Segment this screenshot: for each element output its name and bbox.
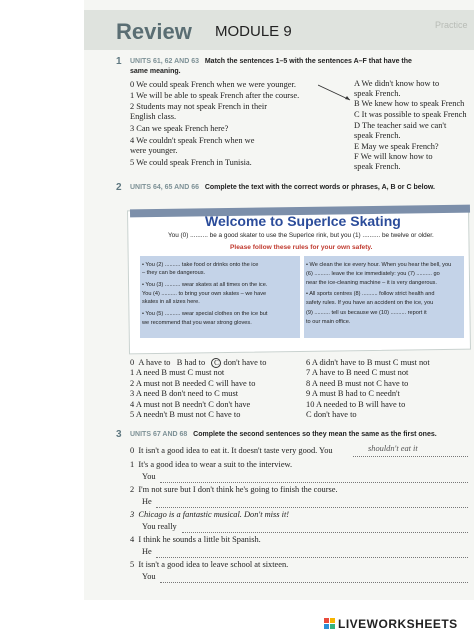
instruction-line-2: same meaning. bbox=[130, 68, 181, 75]
ex1-right-line: speak French. bbox=[354, 162, 401, 171]
exercise-units: UNITS 64, 65 AND 66 bbox=[130, 184, 199, 191]
left-margin bbox=[0, 0, 84, 600]
footer-brand[interactable]: LIVEWORKSHEETS bbox=[338, 617, 458, 631]
answer-input-line[interactable] bbox=[156, 506, 468, 508]
rule-line: skates in all sizes here. bbox=[142, 299, 200, 305]
sentence-first: 2 I'm not sure but I don't think he's going to finish the course. bbox=[130, 485, 338, 494]
option-row: 5 A needn't B must not C have to bbox=[130, 410, 241, 419]
ex1-right-line: speak French. bbox=[354, 89, 401, 98]
exercise-number: 3 bbox=[116, 429, 122, 440]
option-row: 6 A didn't have to B must C must not bbox=[306, 358, 430, 367]
ex1-right-line: A We didn't know how to bbox=[354, 79, 440, 88]
sentence-first: 0 It isn't a good idea to eat it. It doesn't taste very good. You bbox=[130, 446, 333, 455]
rule-line: • You (3) .......... wear skates at all times on the ice. bbox=[142, 282, 268, 288]
ghost-text: Practice bbox=[435, 20, 468, 30]
answer-input-line[interactable] bbox=[160, 581, 468, 583]
sign-safety-note: Please follow these rules for your own safety. bbox=[230, 244, 373, 251]
sentence-second: You really bbox=[142, 522, 177, 531]
exercise-units: UNITS 61, 62 AND 63 bbox=[130, 58, 199, 65]
ex1-left-line: 3 Can we speak French here? bbox=[130, 124, 229, 133]
rule-line: • You (2) .......... take food or drinks onto the ice bbox=[142, 262, 259, 268]
rule-line: You (4) .......... to bring your own skates – we have bbox=[142, 291, 267, 297]
exercise-3-instruction bbox=[130, 430, 437, 440]
rule-line: safety rules. If you have an accident on the ice, you bbox=[306, 300, 434, 306]
ex1-left-line: 2 Students may not speak French in their bbox=[130, 102, 268, 111]
instruction-line: Complete the second sentences so they mean the same as the first ones. bbox=[193, 431, 437, 438]
sign-title: Welcome to SuperIce Skating bbox=[205, 213, 401, 229]
exercise-units: UNITS 67 AND 68 bbox=[130, 431, 188, 438]
exercise-number: 1 bbox=[116, 56, 122, 67]
answer-input-line[interactable] bbox=[160, 481, 468, 483]
page-title: Review bbox=[116, 19, 192, 44]
option-row: 8 A need B must not C have to bbox=[306, 379, 409, 388]
option-row: 0 A have to B had to C don't have to bbox=[130, 358, 267, 367]
answer-input-line[interactable] bbox=[182, 531, 468, 533]
rule-line: we recommend that you wear strong gloves. bbox=[142, 320, 252, 326]
sign-subtitle: You (0) .......... be a good skater to use the SuperIce rink, but you (1) .......... be twelve or older. bbox=[168, 232, 434, 239]
sentence-second: You bbox=[142, 472, 156, 481]
option-row: 2 A must not B needed C will have to bbox=[130, 379, 256, 388]
sentence-first: 3 Chicago is a fantastic musical. Don't miss it! bbox=[130, 510, 290, 519]
rule-line: • We clean the ice every hour. When you hear the bell, you bbox=[306, 262, 452, 268]
ex1-right-line: B We knew how to speak French bbox=[354, 99, 465, 108]
ex1-left-line: 5 We could speak French in Tunisia. bbox=[130, 158, 252, 167]
answer-input-line[interactable] bbox=[156, 556, 468, 558]
option-row: 9 A must B had to C needn't bbox=[306, 389, 400, 398]
option-row: 4 A must not B needn't C don't have bbox=[130, 400, 251, 409]
ex1-right-line: D The teacher said we can't bbox=[354, 121, 447, 130]
match-arrow-icon bbox=[318, 80, 354, 104]
rule-line: to our main office. bbox=[306, 319, 351, 325]
instruction-line: Complete the text with the correct words or phrases, A, B or C below. bbox=[204, 184, 435, 191]
option-row: 10 A needed to B will have to bbox=[306, 400, 406, 409]
rule-line: • All sports centres (8) .......... follow strict health and bbox=[306, 291, 435, 297]
rule-line: • You (5) .......... wear special clothes on the ice but bbox=[142, 311, 268, 317]
option-row: 3 A need B don't need to C must bbox=[130, 389, 239, 398]
ex1-right-line: speak French. bbox=[354, 131, 401, 140]
rule-line: (9) .......... tell us because we (10) .......... report it bbox=[306, 310, 427, 316]
ex1-left-line: 0 We could speak French when we were younger. bbox=[130, 80, 296, 89]
option-row: 7 A have to B need C must not bbox=[306, 368, 409, 377]
sentence-second: He bbox=[142, 497, 152, 506]
exercise-number: 2 bbox=[116, 182, 122, 193]
ex1-right-line: E May we speak French? bbox=[354, 142, 439, 151]
ex1-left-line: English class. bbox=[130, 112, 177, 121]
exercise-2-instruction bbox=[130, 183, 435, 193]
ex1-left-line: were younger. bbox=[130, 146, 178, 155]
answer-line bbox=[353, 455, 468, 457]
ex1-right-line: F We will know how to bbox=[354, 152, 433, 161]
exercise-1-instruction bbox=[130, 57, 412, 77]
liveworksheets-logo-icon bbox=[324, 618, 335, 629]
sentence-first: 4 I think he sounds a little bit Spanish. bbox=[130, 535, 261, 544]
ex1-right-line: C It was possible to speak French bbox=[354, 110, 467, 119]
ex1-left-line: 4 We couldn't speak French when we bbox=[130, 136, 255, 145]
sentence-second: He bbox=[142, 547, 152, 556]
sentence-second: You bbox=[142, 572, 156, 581]
option-row: 1 A need B must C must not bbox=[130, 368, 225, 377]
sentence-first: 5 It isn't a good idea to leave school at sixteen. bbox=[130, 560, 289, 569]
sentence-first: 1 It's a good idea to wear a suit to the interview. bbox=[130, 460, 293, 469]
ex1-left-line: 1 We will be able to speak French after the course. bbox=[130, 91, 300, 100]
selected-answer-circle: C bbox=[211, 358, 221, 368]
example-answer: shouldn't eat it bbox=[368, 444, 418, 453]
rule-line: (6) .......... leave the ice immediately: you (7) .......... go bbox=[306, 271, 440, 277]
instruction-line-1: Match the sentences 1–5 with the sentences A–F that have the bbox=[204, 58, 412, 65]
rule-line: – they can be dangerous. bbox=[142, 270, 206, 276]
module-label: MODULE 9 bbox=[215, 23, 292, 40]
option-row: C don't have to bbox=[306, 410, 357, 419]
rule-line: near the ice-cleaning machine – it is very dangerous. bbox=[306, 280, 437, 286]
